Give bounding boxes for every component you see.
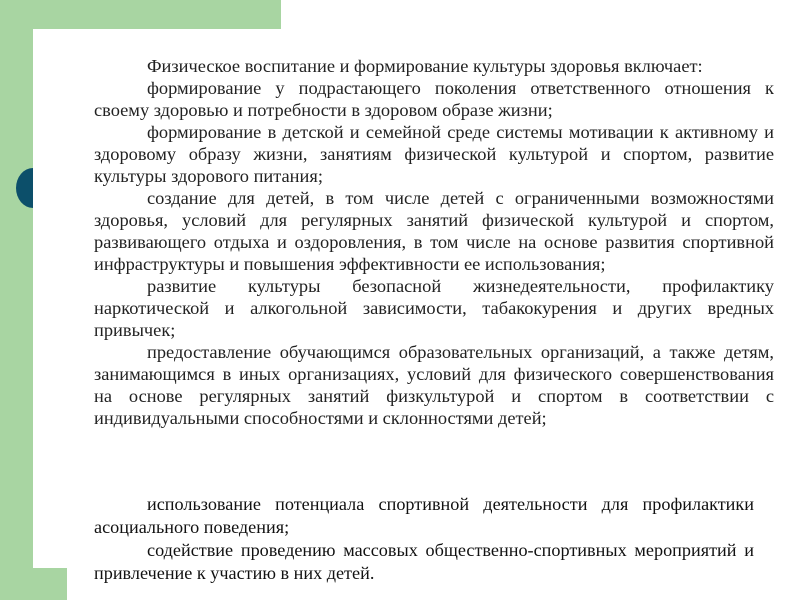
list-paragraph: формирование у подрастающего поколения ответственного отношения к своему здоровью и потребности в здоровом образе жизни; [94,78,774,120]
list-paragraph: формирование в детской и семейной среде системы мотивации к активному и здоровому образу жизни, занятиям физической культурой и спортом, развитие культуры здорового питания; [94,122,774,186]
content-area [33,29,774,583]
intro-paragraph: Физическое воспитание и формирование культуры здоровья включает: [147,56,703,76]
list-paragraph: использование потенциала спортивной деятельности для профилактики асоциального поведения; [94,494,754,537]
main-text-block [94,55,774,429]
list-paragraph: создание для детей, в том числе детей с ограниченными возможностями здоровья, условий для регулярных занятий физической культурой и спортом, развивающего отдыха и оздоровления, в том числе на основе развития спортивной инфраструктуры и повышения эффективности ее использования; [94,188,774,274]
extra-text-block [94,493,754,585]
decorative-green-bar-top [0,0,281,29]
list-paragraph: предоставление обучающимся образовательных организаций, а также детям, занимающимся в иных организациях, условий для физического совершенствования на основе регулярных занятий физкультурой и спортом в соответствии с индивидуальными способностями и склонностями детей; [94,342,774,428]
decorative-green-bar-bottom [33,568,67,600]
list-paragraph: развитие культуры безопасной жизнедеятельности, профилактику наркотической и алкогольной зависимости, табакокурения и других вредных привычек; [94,276,774,340]
list-paragraph: содействие проведению массовых общественно-спортивных мероприятий и привлечение к участию в них детей. [94,540,754,583]
decorative-green-bar-left [0,0,33,600]
